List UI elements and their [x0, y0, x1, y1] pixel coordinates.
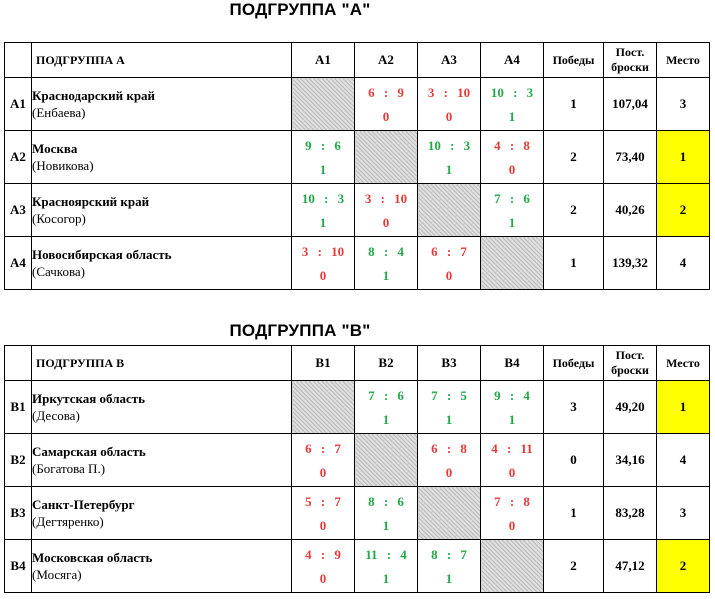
match-score: 7 : 6 [368, 388, 404, 403]
header-row [5, 43, 710, 78]
match-score-cell [292, 434, 355, 487]
team-coach: (Богатова П.) [32, 461, 106, 476]
match-score: 3 : 10 [427, 85, 471, 100]
throws-cell: 73,40 [604, 131, 657, 184]
match-score: 7 : 5 [431, 388, 467, 403]
header-col: В1 [292, 346, 355, 381]
team-name: Московская область [32, 550, 153, 565]
match-score: 3 : 10 [301, 244, 345, 259]
row-code: В2 [5, 434, 32, 487]
throws-cell: 34,16 [604, 434, 657, 487]
match-score-cell [355, 540, 418, 593]
match-score-cell [418, 540, 481, 593]
match-score: 10 : 3 [427, 138, 471, 153]
match-points: 1 [382, 268, 390, 283]
match-score-cell [292, 131, 355, 184]
match-score-cell [481, 381, 544, 434]
header-corner [5, 346, 32, 381]
group-a-title: ПОДГРУППА "А" [229, 0, 371, 19]
match-score: 6 : 7 [431, 244, 467, 259]
match-points: 0 [445, 268, 453, 283]
place-cell: 3 [657, 78, 710, 131]
match-score-cell [292, 487, 355, 540]
team-cell [32, 237, 292, 290]
team-name: Краснодарский край [32, 88, 156, 103]
match-points: 0 [508, 162, 516, 177]
match-points: 0 [382, 215, 390, 230]
match-points: 0 [508, 465, 516, 480]
match-points: 0 [445, 109, 453, 124]
throws-cell: 40,26 [604, 184, 657, 237]
self-match-cell [418, 184, 481, 237]
self-match-cell [481, 540, 544, 593]
match-score-cell [481, 131, 544, 184]
team-cell [32, 78, 292, 131]
header-wins: Победы [544, 43, 604, 78]
match-score: 9 : 4 [494, 388, 530, 403]
team-name: Санкт-Петербург [32, 497, 135, 512]
header-col: В2 [355, 346, 418, 381]
place-cell: 4 [657, 237, 710, 290]
row-code: В3 [5, 487, 32, 540]
match-points: 0 [319, 571, 327, 586]
header-place: Место [657, 43, 710, 78]
match-score-cell [292, 540, 355, 593]
place-cell: 2 [657, 540, 710, 593]
match-score: 8 : 6 [368, 494, 404, 509]
match-score: 6 : 7 [305, 441, 341, 456]
match-points: 1 [445, 162, 453, 177]
match-points: 0 [508, 518, 516, 533]
match-score: 9 : 6 [305, 138, 341, 153]
header-wins: Победы [544, 346, 604, 381]
match-score: 4 : 9 [305, 547, 341, 562]
self-match-cell [292, 78, 355, 131]
team-row [5, 381, 710, 434]
match-points: 1 [445, 412, 453, 427]
row-code: А3 [5, 184, 32, 237]
self-match-cell [292, 381, 355, 434]
throws-cell: 47,12 [604, 540, 657, 593]
header-place: Место [657, 346, 710, 381]
place-cell: 3 [657, 487, 710, 540]
match-points: 1 [382, 518, 390, 533]
header-caption: ПОДГРУППА А [32, 43, 292, 78]
team-row [5, 237, 710, 290]
match-score-cell [481, 78, 544, 131]
match-score-cell [355, 487, 418, 540]
team-coach: (Косогор) [32, 211, 86, 226]
match-score: 6 : 8 [431, 441, 467, 456]
team-coach: (Десова) [32, 408, 80, 423]
team-row [5, 434, 710, 487]
team-coach: (Дегтяренко) [32, 514, 104, 529]
match-points: 1 [508, 412, 516, 427]
row-code: В1 [5, 381, 32, 434]
match-points: 0 [382, 109, 390, 124]
match-score-cell [418, 434, 481, 487]
wins-cell: 2 [544, 131, 604, 184]
place-cell: 1 [657, 131, 710, 184]
team-name: Красноярский край [32, 194, 150, 209]
match-score: 7 : 8 [494, 494, 530, 509]
team-cell [32, 434, 292, 487]
header-col: В3 [418, 346, 481, 381]
header-throws: Пост. броски [604, 346, 657, 381]
wins-cell: 2 [544, 184, 604, 237]
team-coach: (Мосяга) [32, 567, 82, 582]
group-a-table [4, 42, 710, 290]
match-score-cell [355, 184, 418, 237]
match-score-cell [418, 78, 481, 131]
match-score-cell [418, 131, 481, 184]
match-score: 11 : 4 [365, 547, 407, 562]
team-name: Самарская область [32, 444, 146, 459]
match-score: 3 : 10 [364, 191, 408, 206]
match-score: 10 : 3 [490, 85, 534, 100]
match-score-cell [355, 381, 418, 434]
header-col: В4 [481, 346, 544, 381]
team-name: Иркутская область [32, 391, 146, 406]
match-score-cell [355, 78, 418, 131]
team-coach: (Новикова) [32, 158, 94, 173]
row-code: В4 [5, 540, 32, 593]
team-name: Москва [32, 141, 78, 156]
match-points: 1 [382, 571, 390, 586]
wins-cell: 2 [544, 540, 604, 593]
group-b-table [4, 345, 710, 593]
place-cell: 1 [657, 381, 710, 434]
team-coach: (Енбаева) [32, 105, 86, 120]
match-points: 0 [319, 518, 327, 533]
match-points: 0 [445, 465, 453, 480]
match-score: 7 : 6 [494, 191, 530, 206]
team-row [5, 131, 710, 184]
match-score-cell [481, 184, 544, 237]
team-cell [32, 540, 292, 593]
team-row [5, 540, 710, 593]
match-score: 8 : 4 [368, 244, 404, 259]
self-match-cell [418, 487, 481, 540]
header-col: А3 [418, 43, 481, 78]
match-score: 8 : 7 [431, 547, 467, 562]
match-score: 4 : 8 [494, 138, 530, 153]
team-cell [32, 184, 292, 237]
team-cell [32, 487, 292, 540]
match-points: 1 [319, 215, 327, 230]
header-corner [5, 43, 32, 78]
match-score: 4 : 11 [491, 441, 533, 456]
team-row [5, 487, 710, 540]
match-points: 1 [319, 162, 327, 177]
header-row [5, 346, 710, 381]
wins-cell: 0 [544, 434, 604, 487]
match-score: 5 : 7 [305, 494, 341, 509]
match-score: 10 : 3 [301, 191, 345, 206]
wins-cell: 3 [544, 381, 604, 434]
match-score-cell [481, 434, 544, 487]
wins-cell: 1 [544, 237, 604, 290]
place-cell: 2 [657, 184, 710, 237]
match-points: 1 [508, 215, 516, 230]
self-match-cell [481, 237, 544, 290]
match-score: 6 : 9 [368, 85, 404, 100]
wins-cell: 1 [544, 487, 604, 540]
throws-cell: 49,20 [604, 381, 657, 434]
header-col: А2 [355, 43, 418, 78]
group-b-title: ПОДГРУППА "В" [229, 321, 371, 340]
team-name: Новосибирская область [32, 247, 172, 262]
header-throws: Пост. броски [604, 43, 657, 78]
team-row [5, 78, 710, 131]
wins-cell: 1 [544, 78, 604, 131]
row-code: А4 [5, 237, 32, 290]
match-score-cell [292, 237, 355, 290]
match-score-cell [355, 237, 418, 290]
match-points: 1 [508, 109, 516, 124]
self-match-cell [355, 434, 418, 487]
throws-cell: 139,32 [604, 237, 657, 290]
match-score-cell [292, 184, 355, 237]
throws-cell: 107,04 [604, 78, 657, 131]
row-code: А2 [5, 131, 32, 184]
header-caption: ПОДГРУППА В [32, 346, 292, 381]
team-cell [32, 381, 292, 434]
header-col: А4 [481, 43, 544, 78]
match-points: 0 [319, 465, 327, 480]
team-cell [32, 131, 292, 184]
header-col: А1 [292, 43, 355, 78]
match-score-cell [418, 237, 481, 290]
row-code: А1 [5, 78, 32, 131]
match-points: 0 [319, 268, 327, 283]
place-cell: 4 [657, 434, 710, 487]
match-score-cell [418, 381, 481, 434]
match-points: 1 [445, 571, 453, 586]
match-score-cell [481, 487, 544, 540]
self-match-cell [355, 131, 418, 184]
throws-cell: 83,28 [604, 487, 657, 540]
team-row [5, 184, 710, 237]
team-coach: (Сачкова) [32, 264, 86, 279]
match-points: 1 [382, 412, 390, 427]
